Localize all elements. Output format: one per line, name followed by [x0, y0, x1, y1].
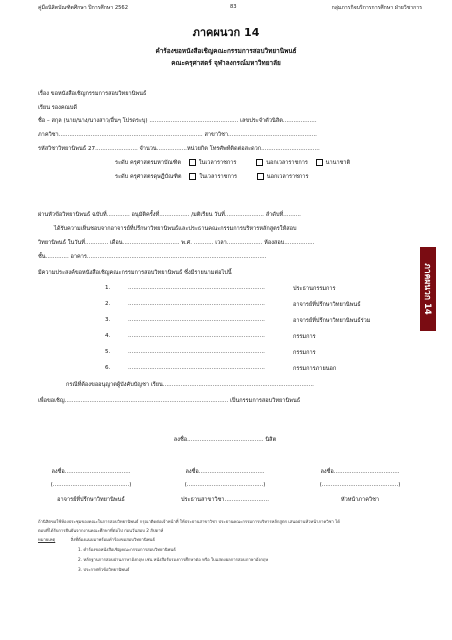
- external-permission-field[interactable]: กรณีที่ต้องขออนุญาตผู้บังคับบัญชา เรียน.....................................................................................: [66, 382, 314, 388]
- masters-international-checkbox[interactable]: [316, 159, 323, 166]
- advisor-signature[interactable]: ลงชื่อ.....................................: [51, 469, 131, 475]
- faculty-name: คณะครุศาสตร์ จุฬาลงกรณ์มหาวิทยาลัย: [171, 59, 281, 67]
- page-header: [38, 4, 422, 14]
- program-chair-signature[interactable]: ลงชื่อ.....................................: [185, 469, 265, 475]
- committee-role: อาจารย์ที่ปรึกษาวิทยานิพนธ์ร่วม: [293, 318, 371, 324]
- footer-note-text: สิ่งที่ต้องแนบมาพร้อมคำร้องขอสอบวิทยานิพนธ์: [70, 537, 155, 542]
- committee-name-field[interactable]: .............................................................................: [128, 317, 265, 323]
- footer-note-label: หมายเหตุ: [38, 537, 56, 542]
- committee-number: 5.: [105, 349, 111, 355]
- approval-line[interactable]: ผ่านหัวข้อวิทยานิพนธ์ ฉบับที่............. อนุมัติครั้งที่................. /มติเรียน วันที่...................... ลำดับที่..........: [38, 212, 301, 218]
- committee-name-field[interactable]: .............................................................................: [128, 285, 265, 291]
- option-outside-label: นอกเวลาราชการ: [266, 174, 309, 180]
- level-masters-label: ระดับ ครุศาสตรมหาบัณฑิต: [115, 160, 181, 166]
- form-title: คำร้องขอหนังสือเชิญคณะกรรมการสอบวิทยานิพนธ์: [155, 47, 297, 55]
- department-field[interactable]: ภาควิชา................................................................................. สาขาวิชา..................................................: [38, 132, 317, 138]
- name-field[interactable]: ชื่อ – สกุล (นาย/นาง/นางสาว/อื่นๆ โปรดระบุ) .................................................. เลขประจำตัวนิสิต...................: [38, 118, 317, 124]
- footer-note-row: [38, 536, 155, 543]
- committee-number: 6.: [105, 365, 111, 371]
- doctoral-outside-checkbox[interactable]: [257, 173, 264, 180]
- footer-item: 1. คำร้องขอหนังสือเชิญคณะกรรมการสอบวิทยานิพนธ์: [78, 547, 176, 552]
- advisor-name-paren[interactable]: (...........................................): [50, 482, 132, 488]
- appendix-side-tab: [420, 247, 436, 331]
- committee-role: อาจารย์ที่ปรึกษาวิทยานิพนธ์: [293, 302, 361, 308]
- committee-role: กรรมการ: [293, 350, 316, 356]
- subject-line: เรื่อง ขอหนังสือเชิญกรรมการสอบวิทยานิพนธ์: [38, 91, 147, 97]
- committee-role: กรรมการ: [293, 334, 316, 340]
- option-official-label: ในเวลาราชการ: [198, 160, 237, 166]
- footer-item: 3. ประกาศหัวข้อวิทยานิพนธ์: [78, 567, 130, 572]
- student-signature[interactable]: ลงชื่อ........................................... นิสิต: [173, 437, 277, 443]
- committee-role: ประธานกรรมการ: [293, 286, 336, 292]
- side-tab-label: ภาคผนวก 14: [422, 263, 432, 315]
- header-right: กลุ่มภารกิจบริการการศึกษา ฝ่ายวิชาการ: [331, 5, 422, 11]
- level-doctoral-row: [115, 173, 308, 181]
- committee-number: 4.: [105, 333, 111, 339]
- invite-field[interactable]: เพื่อขอเชิญ............................................................................................ เป็นกรรมการสอบวิทยานิพนธ์: [38, 398, 301, 404]
- committee-name-field[interactable]: .............................................................................: [128, 301, 265, 307]
- committee-name-field[interactable]: .............................................................................: [128, 365, 265, 371]
- to-line: เรียน รองคณบดี: [38, 105, 78, 111]
- header-left: คู่มือนิสิตบัณฑิตศึกษา ปีการศึกษา 2562: [38, 5, 129, 11]
- department-head-name-paren[interactable]: (...........................................): [319, 482, 401, 488]
- masters-outside-checkbox[interactable]: [256, 159, 263, 166]
- advisor-role: อาจารย์ที่ปรึกษาวิทยานิพนธ์: [57, 497, 125, 503]
- masters-official-checkbox[interactable]: [189, 159, 196, 166]
- footer-item: 2. หลักฐานการสอบผ่านภาษาอังกฤษ เช่น หนังสือรับรองการศึกษาต่อ หรือ ใบแสดงผลการสอบภาษาอังกฤษ: [78, 557, 269, 562]
- level-doctoral-label: ระดับ ครุศาสตรดุษฎีบัณฑิต: [115, 174, 182, 180]
- committee-number: 2.: [105, 301, 111, 307]
- appendix-title: ภาคผนวก 14: [192, 26, 260, 39]
- exam-date-field[interactable]: วิทยานิพนธ์ ในวันที่............. เดือน................................ พ.ศ. ........... เวลา.................... ห้องสอบ.................: [38, 240, 315, 246]
- committee-role: กรรมการภายนอก: [293, 366, 337, 372]
- committee-name-field[interactable]: .............................................................................: [128, 333, 265, 339]
- option-official-label: ในเวลาราชการ: [199, 174, 237, 180]
- footer-line-1: ถ้านิสิตขอใช้ห้องประชุมของคณะในการสอบวิทยานิพนธ์ กรุณาติดต่อเจ้าหน้าที่ ให้ประธานสาขาวิชา ประธานคณะกรรมการบริหารหลักสูตร เสนอผ่านหัวหน้าภาควิชา ได้: [38, 519, 341, 524]
- committee-number: 1.: [105, 285, 111, 291]
- course-field[interactable]: รหัสวิชาวิทยานิพนธ์ 27........................ จำนวน.................หน่วยกิต โทรศัพท์ติดต่อสะดวก.................................: [38, 146, 320, 152]
- department-head-signature[interactable]: ลงชื่อ.....................................: [320, 469, 400, 475]
- committee-name-field[interactable]: .............................................................................: [128, 349, 265, 355]
- doctoral-official-checkbox[interactable]: [189, 173, 196, 180]
- request-line: มีความประสงค์ขอหนังสือเชิญคณะกรรมการสอบวิทยานิพนธ์ ซึ่งมีรายนามต่อไปนี้: [38, 270, 232, 276]
- program-chair-role: ประธานสาขาวิชา.........................: [181, 497, 269, 503]
- page-number: 83: [230, 4, 237, 10]
- level-masters-row: [115, 159, 350, 167]
- option-outside-label: นอกเวลาราชการ: [266, 160, 308, 166]
- exam-room-field[interactable]: ชั้น............. อาคาร.....................................................................................................: [38, 254, 267, 260]
- paragraph-line-1: ได้รับความเห็นชอบจากอาจารย์ที่ปรึกษาวิทยานิพนธ์และประธานคณะกรรมการบริหารหลักสูตรให้สอบ: [54, 226, 297, 232]
- committee-number: 3.: [105, 317, 111, 323]
- option-international-label: นานาชาติ: [325, 160, 351, 166]
- program-chair-name-paren[interactable]: (...........................................): [184, 482, 266, 488]
- department-head-role: หัวหน้าภาควิชา: [340, 497, 380, 503]
- footer-line-2: ตอบที่ได้รับการยืนยันจากงานคณะศึกษาที่ต่อไป ก่อนวันสอบ 2 สัปดาห์: [38, 528, 164, 533]
